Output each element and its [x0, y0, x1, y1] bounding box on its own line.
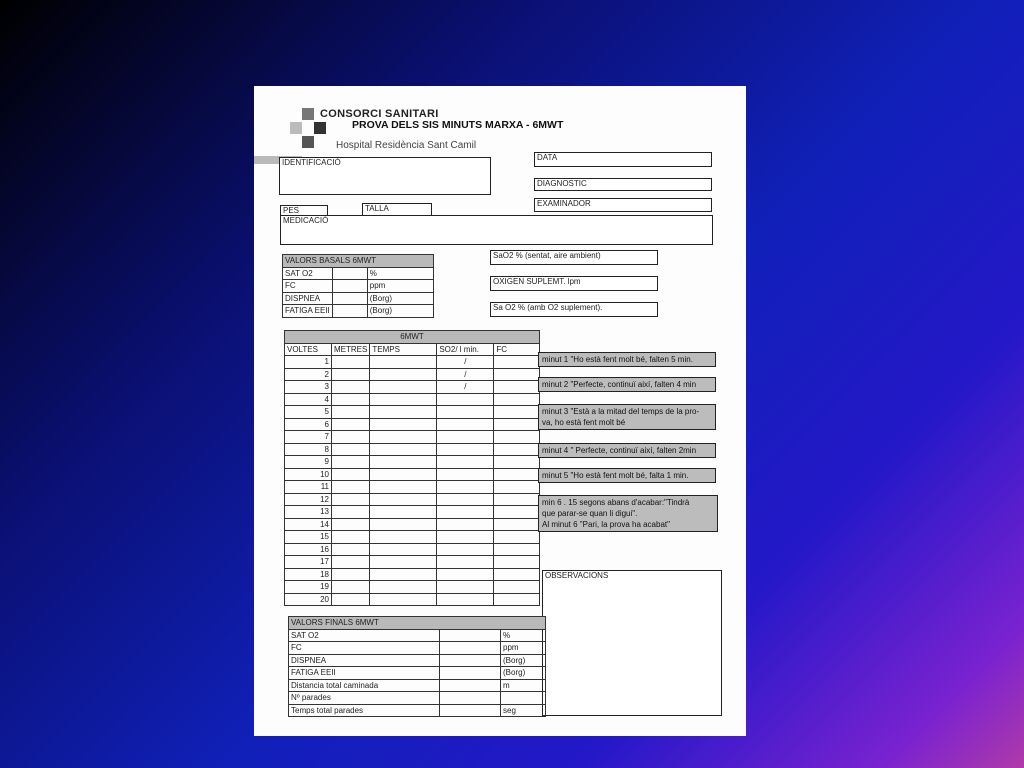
- table-row: 12: [285, 493, 540, 506]
- table-row: 15: [285, 531, 540, 544]
- basal-title: VALORS BASALS 6MWT: [283, 255, 434, 268]
- minute-3-message: minut 3 "Està a la mitad del temps de la pro- va, ho està fent molt bé: [538, 404, 716, 430]
- minute-6-message: min 6 . 15 segons abans d'acabar:"Tindrà que parar-se quan li digui". Al minut 6 "Pari, la prova ha acabat": [538, 495, 718, 532]
- table-row: FC ppm: [289, 642, 546, 655]
- table-row: 5: [285, 406, 540, 419]
- oxygen-supplement-field: OXIGEN SUPLEMT. lpm: [490, 276, 658, 291]
- basal-values-table: [282, 254, 434, 318]
- final-title: VALORS FINALS 6MWT: [289, 617, 546, 630]
- table-row: 17: [285, 556, 540, 569]
- table-row: SAT O2 %: [283, 267, 434, 280]
- medicacio-field: MEDICACIÓ: [280, 215, 713, 245]
- table-row: Temps total parades seg: [289, 704, 546, 717]
- minute-5-message: minut 5 "Ho està fent molt bé, falta 1 min.: [538, 468, 716, 483]
- walk-table-title: 6MWT: [285, 331, 540, 344]
- minute-4-message: minut 4 " Perfecte, continuï així, falten 2min: [538, 443, 716, 458]
- minute-2-message: minut 2 "Perfecte, continuï així, falten 4 min: [538, 377, 716, 392]
- identificacio-field: IDENTIFICACIÓ: [279, 157, 491, 195]
- final-values-table: [288, 616, 546, 717]
- walk-lap-table: [284, 330, 540, 606]
- table-row: 9: [285, 456, 540, 469]
- sao2-ambient-field: SaO2 % (sentat, aire ambient): [490, 250, 658, 265]
- hospital-name: Hospital Residència Sant Camil: [336, 140, 477, 151]
- observacions-field: OBSERVACIONS: [542, 570, 722, 716]
- data-field: DATA: [534, 152, 712, 167]
- table-row: Distancia total caminada m: [289, 679, 546, 692]
- table-row: 3 /: [285, 381, 540, 394]
- table-row: 19: [285, 581, 540, 594]
- table-row: 6: [285, 418, 540, 431]
- table-row: Nº parades: [289, 692, 546, 705]
- table-row: 16: [285, 543, 540, 556]
- table-row: 4: [285, 393, 540, 406]
- pes-field: PES: [280, 205, 328, 219]
- walk-table-header: VOLTES METRES TEMPS SO2/ l min. FC: [285, 343, 540, 356]
- table-row: 14: [285, 518, 540, 531]
- sao2-supplement-field: Sa O2 % (amb O2 suplement).: [490, 302, 658, 317]
- table-row: SAT O2 %: [289, 629, 546, 642]
- table-row: 11: [285, 481, 540, 494]
- table-row: FC ppm: [283, 280, 434, 293]
- table-row: 10: [285, 468, 540, 481]
- table-row: 20: [285, 593, 540, 606]
- minute-1-message: minut 1 "Ho està fent molt bé, falten 5 min.: [538, 352, 716, 367]
- table-row: 18: [285, 568, 540, 581]
- table-row: 8: [285, 443, 540, 456]
- table-row: 13: [285, 506, 540, 519]
- table-row: 7: [285, 431, 540, 444]
- talla-field: TALLA: [362, 203, 432, 217]
- org-name: CONSORCI SANITARI: [320, 108, 439, 120]
- table-row: DISPNEA (Borg): [289, 654, 546, 667]
- table-row: FATIGA EEII (Borg): [289, 667, 546, 680]
- scanned-form-sheet: [254, 86, 746, 736]
- form-title: PROVA DELS SIS MINUTS MARXA - 6MWT: [352, 119, 564, 131]
- table-row: 1 /: [285, 356, 540, 369]
- table-row: FATIGA EEII (Borg): [283, 305, 434, 318]
- diagnostic-field: DIAGNOSTIC: [534, 178, 712, 191]
- table-row: 2 /: [285, 368, 540, 381]
- table-row: DISPNEA (Borg): [283, 292, 434, 305]
- examinador-field: EXAMINADOR: [534, 198, 712, 212]
